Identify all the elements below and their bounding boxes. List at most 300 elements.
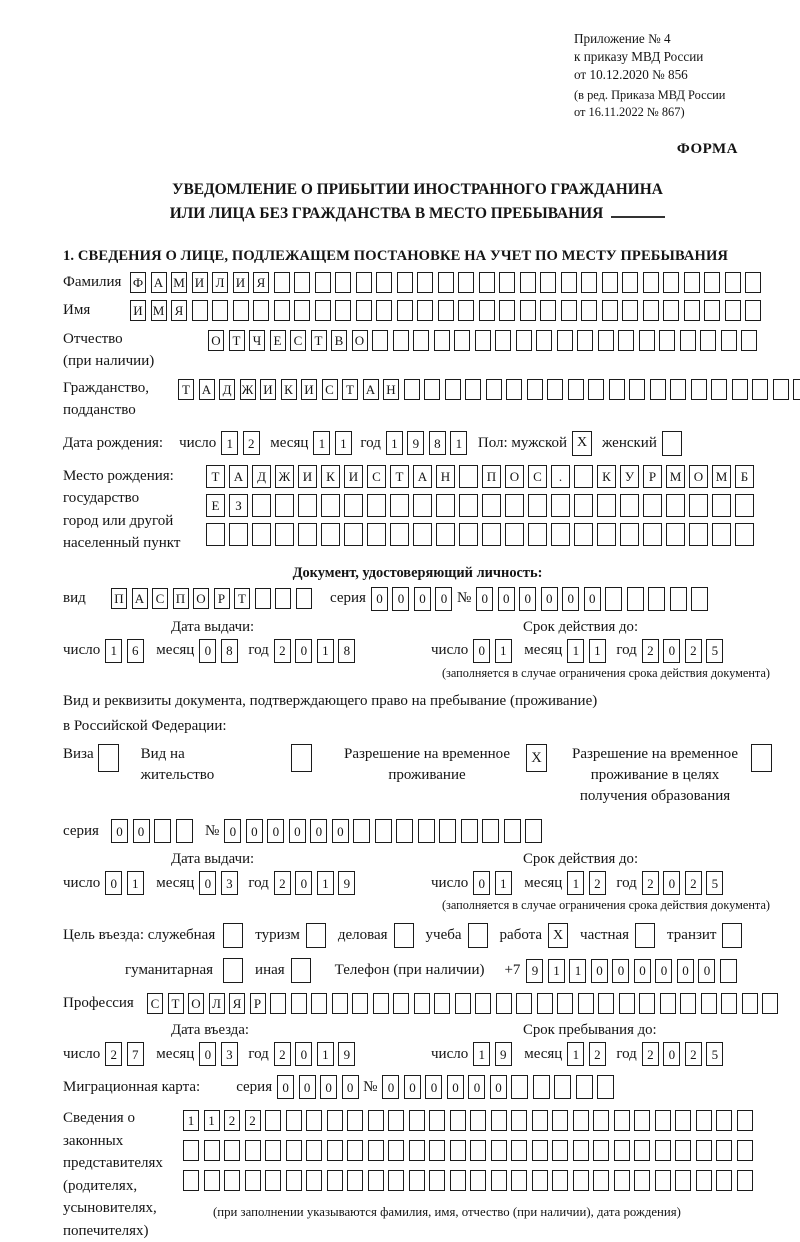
- form-cell[interactable]: И: [344, 465, 363, 488]
- form-cell[interactable]: 0: [320, 1075, 337, 1099]
- form-cell[interactable]: Т: [168, 993, 184, 1014]
- form-cell[interactable]: 0: [584, 587, 601, 611]
- form-cell[interactable]: [224, 1140, 240, 1161]
- form-cell[interactable]: [436, 494, 455, 517]
- form-cell[interactable]: [516, 330, 532, 351]
- form-cell[interactable]: [368, 1140, 384, 1161]
- form-cell[interactable]: [593, 1140, 609, 1161]
- form-cell[interactable]: [722, 923, 742, 948]
- form-cell[interactable]: 2: [685, 639, 702, 663]
- form-cell[interactable]: [520, 300, 536, 321]
- form-cell[interactable]: [552, 1110, 568, 1131]
- form-cell[interactable]: [417, 300, 433, 321]
- form-cell[interactable]: [454, 330, 470, 351]
- form-cell[interactable]: О: [505, 465, 524, 488]
- form-cell[interactable]: [511, 1140, 527, 1161]
- form-cell[interactable]: [696, 1110, 712, 1131]
- form-cell[interactable]: 0: [473, 871, 490, 895]
- form-cell[interactable]: [388, 1110, 404, 1131]
- form-cell[interactable]: И: [233, 272, 249, 293]
- form-cell[interactable]: [704, 300, 720, 321]
- form-cell[interactable]: [752, 379, 768, 400]
- form-cell[interactable]: [470, 1110, 486, 1131]
- form-cell[interactable]: [393, 993, 409, 1014]
- form-cell[interactable]: [495, 330, 511, 351]
- form-cell[interactable]: [670, 587, 687, 611]
- form-cell[interactable]: [275, 588, 291, 609]
- form-cell[interactable]: 1: [105, 639, 122, 663]
- form-cell[interactable]: [712, 494, 731, 517]
- form-cell[interactable]: [373, 993, 389, 1014]
- form-cell[interactable]: 1: [183, 1110, 199, 1131]
- form-cell[interactable]: [609, 379, 625, 400]
- form-cell[interactable]: 1: [204, 1110, 220, 1131]
- form-cell[interactable]: Л: [209, 993, 225, 1014]
- form-cell[interactable]: 0: [591, 959, 608, 983]
- form-cell[interactable]: [306, 923, 326, 948]
- form-cell[interactable]: [504, 819, 521, 843]
- form-cell[interactable]: [429, 1140, 445, 1161]
- form-cell[interactable]: 0: [612, 959, 629, 983]
- form-cell[interactable]: [321, 494, 340, 517]
- form-cell[interactable]: [183, 1170, 199, 1191]
- form-cell[interactable]: [602, 300, 618, 321]
- form-cell[interactable]: 0: [476, 587, 493, 611]
- form-cell[interactable]: 1: [548, 959, 565, 983]
- form-cell[interactable]: [551, 494, 570, 517]
- form-cell[interactable]: [721, 993, 737, 1014]
- form-cell[interactable]: [573, 1110, 589, 1131]
- form-cell[interactable]: А: [199, 379, 215, 400]
- form-cell[interactable]: [390, 494, 409, 517]
- form-cell[interactable]: О: [208, 330, 224, 351]
- form-cell[interactable]: К: [597, 465, 616, 488]
- form-cell[interactable]: 0: [663, 871, 680, 895]
- form-cell[interactable]: 1: [317, 1042, 334, 1066]
- form-cell[interactable]: [716, 1170, 732, 1191]
- form-cell[interactable]: [224, 1170, 240, 1191]
- form-cell[interactable]: [499, 272, 515, 293]
- form-cell[interactable]: [367, 494, 386, 517]
- form-cell[interactable]: [745, 272, 761, 293]
- form-cell[interactable]: [265, 1170, 281, 1191]
- form-cell[interactable]: [704, 272, 720, 293]
- form-cell[interactable]: 1: [317, 639, 334, 663]
- form-cell[interactable]: 1: [495, 639, 512, 663]
- form-cell[interactable]: [434, 993, 450, 1014]
- form-cell[interactable]: [375, 819, 392, 843]
- form-cell[interactable]: [491, 1170, 507, 1191]
- form-cell[interactable]: [429, 1110, 445, 1131]
- form-cell[interactable]: [762, 993, 778, 1014]
- form-cell[interactable]: К: [281, 379, 297, 400]
- form-cell[interactable]: И: [260, 379, 276, 400]
- form-cell[interactable]: [306, 1170, 322, 1191]
- form-cell[interactable]: 0: [663, 1042, 680, 1066]
- form-cell[interactable]: [635, 923, 655, 948]
- form-cell[interactable]: 0: [277, 1075, 294, 1099]
- form-cell[interactable]: 2: [642, 639, 659, 663]
- form-cell[interactable]: [298, 523, 317, 546]
- form-cell[interactable]: [516, 993, 532, 1014]
- form-cell[interactable]: [696, 1140, 712, 1161]
- form-cell[interactable]: .: [551, 465, 570, 488]
- form-cell[interactable]: 0: [392, 587, 409, 611]
- form-cell[interactable]: [296, 588, 312, 609]
- form-cell[interactable]: [716, 1140, 732, 1161]
- form-cell[interactable]: [532, 1110, 548, 1131]
- form-cell[interactable]: [655, 1140, 671, 1161]
- form-cell[interactable]: 1: [589, 639, 606, 663]
- form-cell[interactable]: [204, 1170, 220, 1191]
- form-cell[interactable]: Е: [206, 494, 225, 517]
- form-cell[interactable]: [597, 523, 616, 546]
- form-cell[interactable]: [581, 272, 597, 293]
- form-cell[interactable]: [409, 1110, 425, 1131]
- form-cell[interactable]: [390, 523, 409, 546]
- form-cell[interactable]: [622, 300, 638, 321]
- form-cell[interactable]: [286, 1140, 302, 1161]
- form-cell[interactable]: [742, 993, 758, 1014]
- form-cell[interactable]: [620, 494, 639, 517]
- form-cell[interactable]: 0: [199, 1042, 216, 1066]
- form-cell[interactable]: М: [151, 300, 167, 321]
- form-cell[interactable]: X: [572, 431, 592, 456]
- form-cell[interactable]: [573, 1140, 589, 1161]
- form-cell[interactable]: 0: [473, 639, 490, 663]
- form-cell[interactable]: [311, 993, 327, 1014]
- form-cell[interactable]: 2: [685, 871, 702, 895]
- form-cell[interactable]: [527, 379, 543, 400]
- form-cell[interactable]: 0: [199, 639, 216, 663]
- form-cell[interactable]: [414, 993, 430, 1014]
- form-cell[interactable]: [593, 1170, 609, 1191]
- form-cell[interactable]: X: [526, 744, 547, 772]
- form-cell[interactable]: Л: [212, 272, 228, 293]
- form-cell[interactable]: И: [298, 465, 317, 488]
- form-cell[interactable]: 9: [495, 1042, 512, 1066]
- form-cell[interactable]: [655, 1110, 671, 1131]
- form-cell[interactable]: [506, 379, 522, 400]
- form-cell[interactable]: Ф: [130, 272, 146, 293]
- form-cell[interactable]: [344, 523, 363, 546]
- form-cell[interactable]: [741, 330, 757, 351]
- form-cell[interactable]: К: [321, 465, 340, 488]
- form-cell[interactable]: [388, 1170, 404, 1191]
- form-cell[interactable]: Р: [643, 465, 662, 488]
- form-cell[interactable]: 0: [342, 1075, 359, 1099]
- form-cell[interactable]: И: [130, 300, 146, 321]
- form-cell[interactable]: [396, 819, 413, 843]
- form-cell[interactable]: [574, 494, 593, 517]
- form-cell[interactable]: С: [322, 379, 338, 400]
- form-cell[interactable]: [409, 1170, 425, 1191]
- form-cell[interactable]: [533, 1075, 550, 1099]
- form-cell[interactable]: Б: [735, 465, 754, 488]
- form-cell[interactable]: [620, 523, 639, 546]
- form-cell[interactable]: [597, 494, 616, 517]
- form-cell[interactable]: 2: [105, 1042, 122, 1066]
- form-cell[interactable]: [445, 379, 461, 400]
- form-cell[interactable]: [315, 272, 331, 293]
- form-cell[interactable]: 0: [299, 1075, 316, 1099]
- form-cell[interactable]: [274, 300, 290, 321]
- form-cell[interactable]: [482, 523, 501, 546]
- form-cell[interactable]: Т: [229, 330, 245, 351]
- form-cell[interactable]: [368, 1110, 384, 1131]
- form-cell[interactable]: [458, 300, 474, 321]
- form-cell[interactable]: 0: [541, 587, 558, 611]
- form-cell[interactable]: [212, 300, 228, 321]
- form-cell[interactable]: 9: [338, 871, 355, 895]
- form-cell[interactable]: [737, 1170, 753, 1191]
- form-cell[interactable]: П: [111, 588, 127, 609]
- form-cell[interactable]: 0: [663, 639, 680, 663]
- form-cell[interactable]: [436, 523, 455, 546]
- form-cell[interactable]: [275, 523, 294, 546]
- form-cell[interactable]: [675, 1110, 691, 1131]
- form-cell[interactable]: А: [229, 465, 248, 488]
- form-cell[interactable]: Я: [171, 300, 187, 321]
- form-cell[interactable]: [298, 494, 317, 517]
- form-cell[interactable]: [643, 523, 662, 546]
- form-cell[interactable]: [397, 300, 413, 321]
- form-cell[interactable]: Я: [253, 272, 269, 293]
- form-cell[interactable]: [321, 523, 340, 546]
- form-cell[interactable]: С: [290, 330, 306, 351]
- form-cell[interactable]: Т: [234, 588, 250, 609]
- form-cell[interactable]: [648, 587, 665, 611]
- form-cell[interactable]: 0: [246, 819, 263, 843]
- form-cell[interactable]: [245, 1170, 261, 1191]
- form-cell[interactable]: [327, 1170, 343, 1191]
- form-cell[interactable]: [751, 744, 772, 772]
- form-cell[interactable]: [327, 1110, 343, 1131]
- form-cell[interactable]: [206, 523, 225, 546]
- form-cell[interactable]: [593, 1110, 609, 1131]
- form-cell[interactable]: [525, 819, 542, 843]
- form-cell[interactable]: 5: [706, 871, 723, 895]
- form-cell[interactable]: 3: [221, 1042, 238, 1066]
- form-cell[interactable]: 0: [111, 819, 128, 843]
- form-cell[interactable]: [429, 1170, 445, 1191]
- form-cell[interactable]: [552, 1140, 568, 1161]
- form-cell[interactable]: 2: [685, 1042, 702, 1066]
- form-cell[interactable]: [573, 1170, 589, 1191]
- form-cell[interactable]: [397, 272, 413, 293]
- form-cell[interactable]: О: [352, 330, 368, 351]
- form-cell[interactable]: 2: [274, 639, 291, 663]
- form-cell[interactable]: [376, 272, 392, 293]
- form-cell[interactable]: О: [188, 993, 204, 1014]
- form-cell[interactable]: [561, 300, 577, 321]
- form-cell[interactable]: [666, 523, 685, 546]
- form-cell[interactable]: [639, 993, 655, 1014]
- form-cell[interactable]: [233, 300, 249, 321]
- form-cell[interactable]: [568, 379, 584, 400]
- form-cell[interactable]: [793, 379, 800, 400]
- form-cell[interactable]: 0: [199, 871, 216, 895]
- form-cell[interactable]: [459, 523, 478, 546]
- form-cell[interactable]: [306, 1110, 322, 1131]
- form-cell[interactable]: [486, 379, 502, 400]
- form-cell[interactable]: Н: [383, 379, 399, 400]
- form-cell[interactable]: 0: [295, 1042, 312, 1066]
- form-cell[interactable]: [470, 1140, 486, 1161]
- form-cell[interactable]: Я: [229, 993, 245, 1014]
- form-cell[interactable]: [711, 379, 727, 400]
- form-cell[interactable]: [368, 1170, 384, 1191]
- form-cell[interactable]: 0: [414, 587, 431, 611]
- form-cell[interactable]: 1: [335, 431, 352, 455]
- form-cell[interactable]: [716, 1110, 732, 1131]
- form-cell[interactable]: [265, 1110, 281, 1131]
- form-cell[interactable]: [413, 494, 432, 517]
- form-cell[interactable]: С: [147, 993, 163, 1014]
- form-cell[interactable]: Ч: [249, 330, 265, 351]
- form-cell[interactable]: 9: [407, 431, 424, 455]
- form-cell[interactable]: [663, 300, 679, 321]
- form-cell[interactable]: [597, 1075, 614, 1099]
- form-cell[interactable]: [659, 330, 675, 351]
- form-cell[interactable]: [353, 819, 370, 843]
- form-cell[interactable]: [700, 330, 716, 351]
- form-cell[interactable]: [577, 330, 593, 351]
- form-cell[interactable]: [675, 1140, 691, 1161]
- form-cell[interactable]: [413, 330, 429, 351]
- form-cell[interactable]: 0: [490, 1075, 507, 1099]
- form-cell[interactable]: [554, 1075, 571, 1099]
- form-cell[interactable]: [332, 993, 348, 1014]
- form-cell[interactable]: [691, 587, 708, 611]
- form-cell[interactable]: 0: [295, 871, 312, 895]
- form-cell[interactable]: [532, 1140, 548, 1161]
- form-cell[interactable]: Н: [436, 465, 455, 488]
- form-cell[interactable]: [465, 379, 481, 400]
- form-cell[interactable]: [461, 819, 478, 843]
- form-cell[interactable]: [458, 272, 474, 293]
- form-cell[interactable]: М: [666, 465, 685, 488]
- form-cell[interactable]: [581, 300, 597, 321]
- form-cell[interactable]: [561, 272, 577, 293]
- form-cell[interactable]: [614, 1110, 630, 1131]
- form-cell[interactable]: М: [712, 465, 731, 488]
- form-cell[interactable]: [511, 1110, 527, 1131]
- form-cell[interactable]: [459, 494, 478, 517]
- form-cell[interactable]: [306, 1140, 322, 1161]
- form-cell[interactable]: 5: [706, 1042, 723, 1066]
- form-cell[interactable]: [417, 272, 433, 293]
- form-cell[interactable]: [701, 993, 717, 1014]
- form-cell[interactable]: О: [689, 465, 708, 488]
- form-cell[interactable]: [154, 819, 171, 843]
- form-cell[interactable]: 2: [274, 871, 291, 895]
- form-cell[interactable]: [540, 272, 556, 293]
- form-cell[interactable]: 8: [221, 639, 238, 663]
- form-cell[interactable]: 0: [289, 819, 306, 843]
- form-cell[interactable]: 5: [706, 639, 723, 663]
- form-cell[interactable]: 0: [310, 819, 327, 843]
- form-cell[interactable]: [537, 993, 553, 1014]
- form-cell[interactable]: 1: [567, 1042, 584, 1066]
- form-cell[interactable]: [291, 744, 312, 772]
- form-cell[interactable]: [367, 523, 386, 546]
- form-cell[interactable]: [622, 272, 638, 293]
- form-cell[interactable]: [475, 993, 491, 1014]
- form-cell[interactable]: [372, 330, 388, 351]
- form-cell[interactable]: 1: [386, 431, 403, 455]
- form-cell[interactable]: [578, 993, 594, 1014]
- form-cell[interactable]: [176, 819, 193, 843]
- form-cell[interactable]: [655, 1170, 671, 1191]
- form-cell[interactable]: [482, 494, 501, 517]
- form-cell[interactable]: 0: [133, 819, 150, 843]
- form-cell[interactable]: А: [132, 588, 148, 609]
- form-cell[interactable]: Т: [206, 465, 225, 488]
- form-cell[interactable]: [294, 300, 310, 321]
- form-cell[interactable]: [650, 379, 666, 400]
- form-cell[interactable]: 0: [295, 639, 312, 663]
- form-cell[interactable]: Ж: [240, 379, 256, 400]
- form-cell[interactable]: Д: [219, 379, 235, 400]
- form-cell[interactable]: [475, 330, 491, 351]
- form-cell[interactable]: 0: [677, 959, 694, 983]
- form-cell[interactable]: [670, 379, 686, 400]
- form-cell[interactable]: П: [173, 588, 189, 609]
- form-cell[interactable]: [286, 1110, 302, 1131]
- form-cell[interactable]: [482, 819, 499, 843]
- form-cell[interactable]: [547, 379, 563, 400]
- form-cell[interactable]: 1: [473, 1042, 490, 1066]
- form-cell[interactable]: 2: [589, 1042, 606, 1066]
- form-cell[interactable]: 2: [245, 1110, 261, 1131]
- form-cell[interactable]: Т: [342, 379, 358, 400]
- form-cell[interactable]: 7: [127, 1042, 144, 1066]
- form-cell[interactable]: [409, 1140, 425, 1161]
- form-cell[interactable]: [552, 1170, 568, 1191]
- form-cell[interactable]: 1: [569, 959, 586, 983]
- form-cell[interactable]: [347, 1110, 363, 1131]
- form-cell[interactable]: [294, 272, 310, 293]
- form-cell[interactable]: [511, 1170, 527, 1191]
- form-cell[interactable]: [352, 993, 368, 1014]
- form-cell[interactable]: 0: [332, 819, 349, 843]
- form-cell[interactable]: [634, 1170, 650, 1191]
- form-cell[interactable]: 0: [382, 1075, 399, 1099]
- form-cell[interactable]: [614, 1140, 630, 1161]
- form-cell[interactable]: [450, 1170, 466, 1191]
- form-cell[interactable]: [455, 993, 471, 1014]
- form-cell[interactable]: 0: [404, 1075, 421, 1099]
- form-cell[interactable]: [274, 272, 290, 293]
- form-cell[interactable]: 1: [567, 639, 584, 663]
- form-cell[interactable]: [223, 958, 243, 983]
- form-cell[interactable]: 0: [447, 1075, 464, 1099]
- form-cell[interactable]: [557, 330, 573, 351]
- form-cell[interactable]: 0: [519, 587, 536, 611]
- form-cell[interactable]: У: [620, 465, 639, 488]
- form-cell[interactable]: [439, 819, 456, 843]
- form-cell[interactable]: 3: [221, 871, 238, 895]
- form-cell[interactable]: [629, 379, 645, 400]
- form-cell[interactable]: [291, 993, 307, 1014]
- form-cell[interactable]: 2: [589, 871, 606, 895]
- form-cell[interactable]: [602, 272, 618, 293]
- form-cell[interactable]: [643, 494, 662, 517]
- form-cell[interactable]: [528, 494, 547, 517]
- form-cell[interactable]: [459, 465, 478, 488]
- form-cell[interactable]: С: [367, 465, 386, 488]
